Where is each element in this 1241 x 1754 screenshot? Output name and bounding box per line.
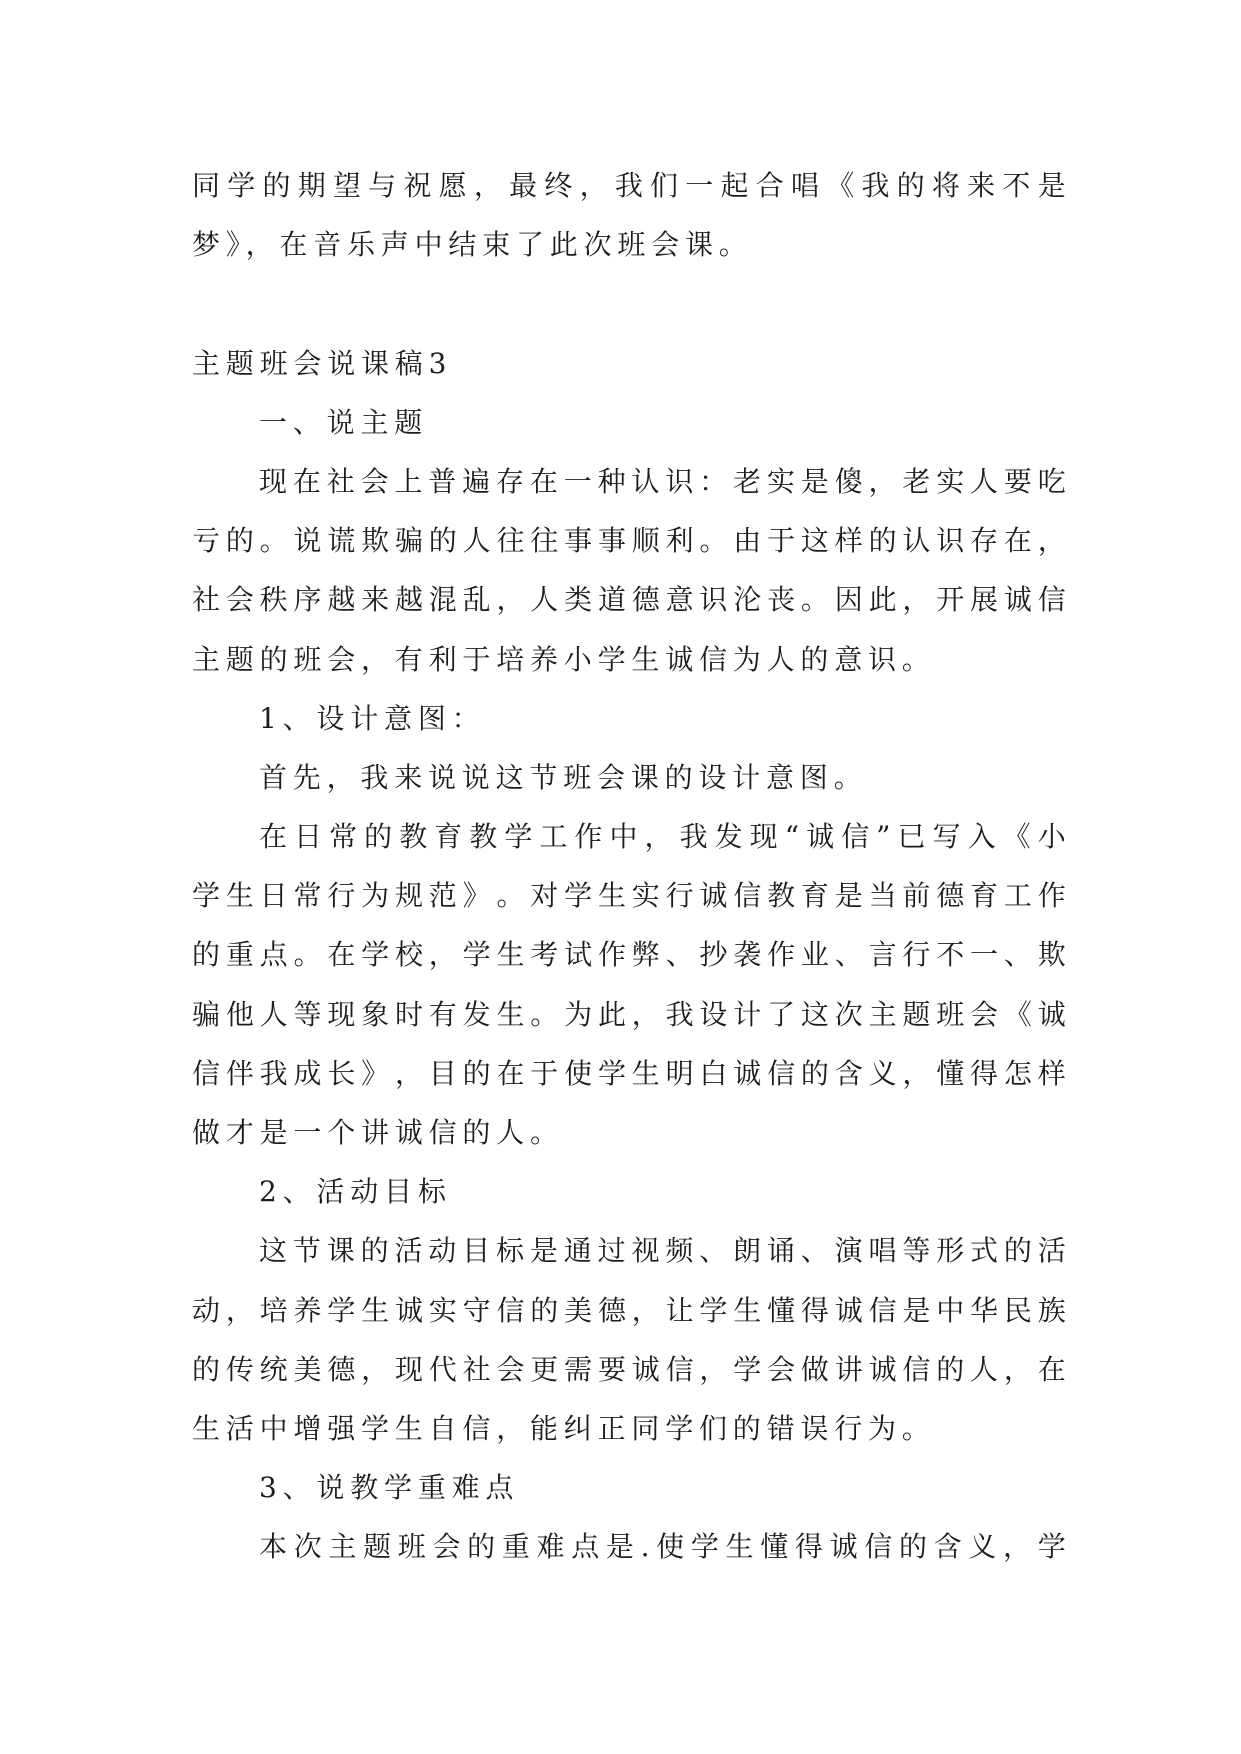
paragraph-activity-goals (0, 1221, 1066, 1458)
text-line: 本 次 主 题 班 会 的 重 难 点 是 . 使 学 生 懂 得 诚 信 的 含 义 ， 学 (259, 1530, 1066, 1564)
text-line: 在 日 常 的 教 育 教 学 工 作 中 ， 我 发 现 “ 诚 信 ” 已 写 入 《 小 (259, 820, 1066, 854)
section-title: 主题班会说课稿3 (192, 346, 453, 380)
text-line: 梦》，在音乐声中结束了此次班会课。 (192, 228, 753, 262)
subheading-activity-goals: 2、活动目标 (259, 1175, 452, 1209)
text-line: 这 节 课 的 活 动 目 标 是 通 过 视 频 、 朗 诵 、 演 唱 等 形 式 的 活 (259, 1234, 1066, 1268)
text-line: 骗 他 人 等 现 象 时 有 发 生 。 为 此 ， 我 设 计 了 这 次 主 题 班 会 《 诚 (192, 997, 1066, 1031)
text-line: 生活中增强学生自信，能纠正同学们的错误行为。 (192, 1411, 936, 1445)
text-line: 信 伴 我 成 长 》 ， 目 的 在 于 使 学 生 明 白 诚 信 的 含 义 ， 懂 得 怎 样 (192, 1056, 1066, 1090)
text-line: 动 ， 培 养 学 生 诚 实 守 信 的 美 德 ， 让 学 生 懂 得 诚 信 是 中 华 民 族 (192, 1293, 1066, 1327)
text-line: 现 在 社 会 上 普 遍 存 在 一 种 认 识 ： 老 实 是 傻 ， 老 实 人 要 吃 (259, 464, 1066, 498)
paragraph-key-difficulties (0, 1517, 1066, 1576)
paragraph-topic-body (0, 452, 1066, 689)
text-line: 的 传 统 美 德 ， 现 代 社 会 更 需 要 诚 信 ， 学 会 做 讲 诚 信 的 人 ， 在 (192, 1352, 1066, 1386)
document-body (0, 156, 1066, 1577)
text-line: 做才是一个讲诚信的人。 (192, 1116, 564, 1149)
heading-topic: 一、说主题 (259, 405, 429, 439)
text-line: 社 会 秩 序 越 来 越 混 乱 ， 人 类 道 德 意 识 沦 丧 。 因 此 ， 开 展 诚 信 (192, 583, 1066, 617)
text-line: 亏 的 。 说 谎 欺 骗 的 人 往 往 事 事 顺 利 。 由 于 这 样 的 认 识 存 在 ， (192, 524, 1066, 558)
subheading-design-intent: 1、设计意图： (259, 701, 486, 735)
text-line: 的 重 点 。 在 学 校 ， 学 生 考 试 作 弊 、 抄 袭 作 业 、 言 行 不 一 、 欺 (192, 938, 1066, 972)
text-line: 主题的班会，有利于培养小学生诚信为人的意识。 (192, 642, 936, 676)
paragraph-spacer (0, 274, 1066, 333)
paragraph-design-detail (0, 807, 1066, 1162)
text-line: 学 生 日 常 行 为 规 范 》 。 对 学 生 实 行 诚 信 教 育 是 当 前 德 育 工 作 (192, 879, 1066, 913)
subheading-key-difficulties: 3、说教学重难点 (259, 1471, 520, 1505)
text-line: 同 学 的 期 望 与 祝 愿 ， 最 终 ， 我 们 一 起 合 唱 《 我 的 将 来 不 是 (192, 169, 1066, 202)
continuation-paragraph (0, 156, 1066, 274)
paragraph-design-intro: 首先，我来说说这节班会课的设计意图。 (259, 760, 868, 794)
